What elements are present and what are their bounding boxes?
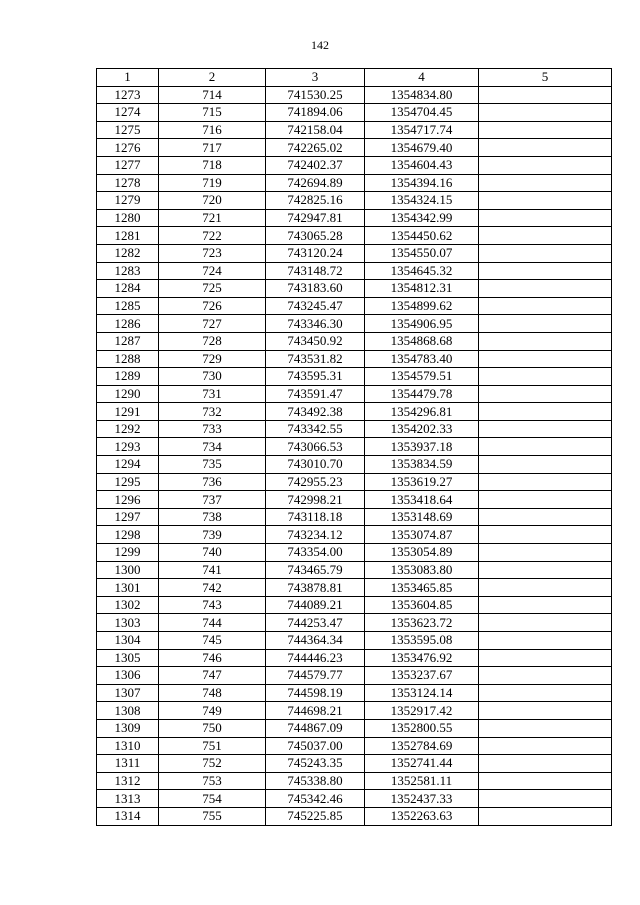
table-cell-col3: 742998.21: [266, 491, 365, 509]
column-header-4: 4: [365, 69, 479, 87]
table-cell-col1: 1285: [97, 297, 159, 315]
column-header-5: 5: [479, 69, 612, 87]
table-cell-col5: [479, 719, 612, 737]
table-cell-col2: 722: [159, 227, 266, 245]
table-cell-col3: 745243.35: [266, 755, 365, 773]
table-row: [97, 420, 612, 438]
table-cell-col4: 1352741.44: [365, 755, 479, 773]
table-cell-col4: 1353083.80: [365, 561, 479, 579]
table-cell-col5: [479, 280, 612, 298]
table-row: [97, 403, 612, 421]
table-cell-col4: 1353604.85: [365, 596, 479, 614]
table-cell-col3: 743183.60: [266, 280, 365, 298]
table-cell-col3: 742947.81: [266, 209, 365, 227]
table-row: [97, 174, 612, 192]
table-row: [97, 297, 612, 315]
table-cell-col5: [479, 737, 612, 755]
table-row: [97, 649, 612, 667]
table-cell-col4: 1354324.15: [365, 192, 479, 210]
table-row: [97, 508, 612, 526]
table-cell-col1: 1314: [97, 807, 159, 825]
table-row: [97, 632, 612, 650]
table-cell-col1: 1292: [97, 420, 159, 438]
table-cell-col5: [479, 350, 612, 368]
table-cell-col5: [479, 807, 612, 825]
table-cell-col1: 1286: [97, 315, 159, 333]
column-header-3: 3: [266, 69, 365, 87]
table-cell-col2: 728: [159, 332, 266, 350]
table-cell-col1: 1276: [97, 139, 159, 157]
table-cell-col4: 1353834.59: [365, 456, 479, 474]
table-cell-col3: 745037.00: [266, 737, 365, 755]
table-row: [97, 737, 612, 755]
table-cell-col3: 743354.00: [266, 544, 365, 562]
table-cell-col2: 718: [159, 156, 266, 174]
table-cell-col2: 749: [159, 702, 266, 720]
table-cell-col2: 743: [159, 596, 266, 614]
table-cell-col1: 1290: [97, 385, 159, 403]
coordinates-table: [96, 68, 612, 826]
table-cell-col5: [479, 332, 612, 350]
table-row: [97, 350, 612, 368]
table-cell-col2: 726: [159, 297, 266, 315]
table-cell-col5: [479, 227, 612, 245]
table-cell-col4: 1354579.51: [365, 368, 479, 386]
table-row: [97, 491, 612, 509]
table-cell-col3: 743595.31: [266, 368, 365, 386]
table-cell-col2: 734: [159, 438, 266, 456]
table-cell-col4: 1354679.40: [365, 139, 479, 157]
table-cell-col3: 744698.21: [266, 702, 365, 720]
table-row: [97, 262, 612, 280]
table-row: [97, 596, 612, 614]
table-cell-col5: [479, 702, 612, 720]
table-cell-col3: 743492.38: [266, 403, 365, 421]
table-cell-col3: 743066.53: [266, 438, 365, 456]
table-cell-col5: [479, 420, 612, 438]
table-cell-col3: 744579.77: [266, 667, 365, 685]
table-cell-col3: 741530.25: [266, 86, 365, 104]
table-row: [97, 315, 612, 333]
table-cell-col5: [479, 790, 612, 808]
table-cell-col3: 743010.70: [266, 456, 365, 474]
table-cell-col4: 1353619.27: [365, 473, 479, 491]
table-cell-col1: 1298: [97, 526, 159, 544]
table-cell-col3: 743245.47: [266, 297, 365, 315]
table-cell-col5: [479, 473, 612, 491]
table-cell-col5: [479, 385, 612, 403]
table-cell-col5: [479, 596, 612, 614]
table-cell-col4: 1353465.85: [365, 579, 479, 597]
table-cell-col2: 739: [159, 526, 266, 544]
table-cell-col4: 1353074.87: [365, 526, 479, 544]
table-cell-col5: [479, 244, 612, 262]
table-row: [97, 139, 612, 157]
table-cell-col2: 737: [159, 491, 266, 509]
table-cell-col5: [479, 297, 612, 315]
table-cell-col1: 1297: [97, 508, 159, 526]
table-cell-col3: 743342.55: [266, 420, 365, 438]
table-row: [97, 579, 612, 597]
table-cell-col2: 755: [159, 807, 266, 825]
table-cell-col1: 1308: [97, 702, 159, 720]
table-cell-col3: 744253.47: [266, 614, 365, 632]
table-cell-col2: 730: [159, 368, 266, 386]
table-row: [97, 473, 612, 491]
table-row: [97, 332, 612, 350]
table-cell-col4: 1353476.92: [365, 649, 479, 667]
table-cell-col1: 1287: [97, 332, 159, 350]
table-cell-col1: 1275: [97, 121, 159, 139]
table-cell-col3: 743531.82: [266, 350, 365, 368]
table-cell-col3: 744446.23: [266, 649, 365, 667]
table-cell-col1: 1293: [97, 438, 159, 456]
table-cell-col3: 744364.34: [266, 632, 365, 650]
table-cell-col1: 1302: [97, 596, 159, 614]
table-cell-col2: 731: [159, 385, 266, 403]
table-row: [97, 667, 612, 685]
table-cell-col4: 1354342.99: [365, 209, 479, 227]
table-cell-col2: 736: [159, 473, 266, 491]
table-cell-col4: 1354906.95: [365, 315, 479, 333]
table-cell-col3: 744867.09: [266, 719, 365, 737]
table-cell-col1: 1294: [97, 456, 159, 474]
table-cell-col1: 1281: [97, 227, 159, 245]
table-row: [97, 807, 612, 825]
table-cell-col1: 1278: [97, 174, 159, 192]
column-header-2: 2: [159, 69, 266, 87]
table-cell-col1: 1282: [97, 244, 159, 262]
table-cell-col5: [479, 772, 612, 790]
table-cell-col1: 1274: [97, 104, 159, 122]
table-cell-col5: [479, 209, 612, 227]
table-cell-col5: [479, 438, 612, 456]
table-row: [97, 790, 612, 808]
table-cell-col4: 1352800.55: [365, 719, 479, 737]
table-cell-col1: 1277: [97, 156, 159, 174]
table-cell-col4: 1354645.32: [365, 262, 479, 280]
table-cell-col1: 1280: [97, 209, 159, 227]
table-cell-col2: 748: [159, 684, 266, 702]
table-cell-col1: 1289: [97, 368, 159, 386]
table-row: [97, 244, 612, 262]
table-cell-col2: 751: [159, 737, 266, 755]
table-cell-col3: 743065.28: [266, 227, 365, 245]
table-cell-col3: 745342.46: [266, 790, 365, 808]
table-cell-col3: 743878.81: [266, 579, 365, 597]
table-cell-col2: 750: [159, 719, 266, 737]
table-cell-col5: [479, 561, 612, 579]
table-cell-col5: [479, 121, 612, 139]
table-cell-col4: 1353937.18: [365, 438, 479, 456]
table-cell-col5: [479, 649, 612, 667]
table-cell-col3: 743234.12: [266, 526, 365, 544]
table-cell-col3: 742158.04: [266, 121, 365, 139]
table-cell-col1: 1306: [97, 667, 159, 685]
table-cell-col3: 743450.92: [266, 332, 365, 350]
table-cell-col5: [479, 755, 612, 773]
table-cell-col2: 732: [159, 403, 266, 421]
table-cell-col2: 727: [159, 315, 266, 333]
table-cell-col4: 1354812.31: [365, 280, 479, 298]
table-row: [97, 772, 612, 790]
table-cell-col3: 745338.80: [266, 772, 365, 790]
table-cell-col2: 720: [159, 192, 266, 210]
table-cell-col5: [479, 491, 612, 509]
table-cell-col2: 721: [159, 209, 266, 227]
table-cell-col1: 1296: [97, 491, 159, 509]
table-cell-col4: 1354394.16: [365, 174, 479, 192]
table-cell-col3: 743346.30: [266, 315, 365, 333]
table-cell-col4: 1354550.07: [365, 244, 479, 262]
table-row: [97, 526, 612, 544]
table-row: [97, 702, 612, 720]
table-cell-col1: 1279: [97, 192, 159, 210]
table-cell-col1: 1303: [97, 614, 159, 632]
table-body: [97, 86, 612, 825]
table-cell-col4: 1353237.67: [365, 667, 479, 685]
table-cell-col4: 1352784.69: [365, 737, 479, 755]
table-cell-col5: [479, 579, 612, 597]
table-row: [97, 561, 612, 579]
table-header-row: [97, 69, 612, 87]
table-cell-col2: 717: [159, 139, 266, 157]
table-cell-col1: 1310: [97, 737, 159, 755]
table-cell-col3: 742265.02: [266, 139, 365, 157]
table-cell-col2: 738: [159, 508, 266, 526]
table-cell-col1: 1311: [97, 755, 159, 773]
table-row: [97, 121, 612, 139]
table-cell-col4: 1352917.42: [365, 702, 479, 720]
table-cell-col3: 744089.21: [266, 596, 365, 614]
table-cell-col4: 1354783.40: [365, 350, 479, 368]
table-cell-col2: 716: [159, 121, 266, 139]
table-cell-col2: 735: [159, 456, 266, 474]
table-cell-col4: 1353595.08: [365, 632, 479, 650]
table-cell-col3: 742955.23: [266, 473, 365, 491]
table-cell-col5: [479, 632, 612, 650]
table-cell-col2: 724: [159, 262, 266, 280]
table-cell-col3: 745225.85: [266, 807, 365, 825]
column-header-1: 1: [97, 69, 159, 87]
table-row: [97, 368, 612, 386]
table-cell-col1: 1301: [97, 579, 159, 597]
table-row: [97, 385, 612, 403]
table-cell-col3: 742825.16: [266, 192, 365, 210]
table-cell-col3: 743118.18: [266, 508, 365, 526]
table-cell-col4: 1353148.69: [365, 508, 479, 526]
table-row: [97, 438, 612, 456]
table-cell-col3: 743591.47: [266, 385, 365, 403]
table-row: [97, 209, 612, 227]
table-cell-col5: [479, 368, 612, 386]
table-row: [97, 755, 612, 773]
table-cell-col4: 1354202.33: [365, 420, 479, 438]
table-cell-col2: 723: [159, 244, 266, 262]
table-cell-col3: 743120.24: [266, 244, 365, 262]
table-cell-col4: 1352437.33: [365, 790, 479, 808]
table-cell-col5: [479, 544, 612, 562]
table-cell-col4: 1354704.45: [365, 104, 479, 122]
table-cell-col1: 1300: [97, 561, 159, 579]
table-cell-col1: 1273: [97, 86, 159, 104]
table-cell-col4: 1353418.64: [365, 491, 479, 509]
table-cell-col5: [479, 456, 612, 474]
table-row: [97, 456, 612, 474]
table-cell-col5: [479, 315, 612, 333]
table-cell-col3: 743465.79: [266, 561, 365, 579]
page-number: 142: [311, 38, 329, 52]
table-cell-col3: 744598.19: [266, 684, 365, 702]
table-cell-col2: 746: [159, 649, 266, 667]
table-cell-col5: [479, 667, 612, 685]
table-cell-col2: 747: [159, 667, 266, 685]
table-cell-col3: 742694.89: [266, 174, 365, 192]
table-cell-col3: 742402.37: [266, 156, 365, 174]
table-cell-col5: [479, 192, 612, 210]
table-cell-col4: 1354899.62: [365, 297, 479, 315]
table-cell-col4: 1353124.14: [365, 684, 479, 702]
table-cell-col2: 714: [159, 86, 266, 104]
table-cell-col2: 744: [159, 614, 266, 632]
table-cell-col4: 1354834.80: [365, 86, 479, 104]
table-cell-col5: [479, 174, 612, 192]
table-cell-col4: 1352263.63: [365, 807, 479, 825]
table-cell-col5: [479, 403, 612, 421]
table-row: [97, 614, 612, 632]
table-row: [97, 719, 612, 737]
table-cell-col4: 1354717.74: [365, 121, 479, 139]
table-row: [97, 104, 612, 122]
table-cell-col1: 1288: [97, 350, 159, 368]
table-cell-col2: 745: [159, 632, 266, 650]
table-cell-col5: [479, 156, 612, 174]
table-cell-col5: [479, 104, 612, 122]
table-cell-col4: 1354479.78: [365, 385, 479, 403]
table-cell-col1: 1309: [97, 719, 159, 737]
table-cell-col1: 1307: [97, 684, 159, 702]
table-cell-col4: 1352581.11: [365, 772, 479, 790]
table-cell-col1: 1291: [97, 403, 159, 421]
table-cell-col2: 754: [159, 790, 266, 808]
table-row: [97, 156, 612, 174]
table-cell-col1: 1299: [97, 544, 159, 562]
table-cell-col5: [479, 139, 612, 157]
table-cell-col5: [479, 614, 612, 632]
table-cell-col1: 1283: [97, 262, 159, 280]
table-row: [97, 86, 612, 104]
table-cell-col2: 742: [159, 579, 266, 597]
table-cell-col5: [479, 526, 612, 544]
table-cell-col4: 1353054.89: [365, 544, 479, 562]
table-cell-col1: 1312: [97, 772, 159, 790]
table-cell-col1: 1304: [97, 632, 159, 650]
table-cell-col2: 719: [159, 174, 266, 192]
table-cell-col5: [479, 262, 612, 280]
table-cell-col1: 1295: [97, 473, 159, 491]
table-cell-col4: 1354868.68: [365, 332, 479, 350]
table-cell-col2: 733: [159, 420, 266, 438]
table-cell-col4: 1354604.43: [365, 156, 479, 174]
table-cell-col3: 743148.72: [266, 262, 365, 280]
table-cell-col4: 1353623.72: [365, 614, 479, 632]
table-cell-col5: [479, 684, 612, 702]
table-cell-col4: 1354296.81: [365, 403, 479, 421]
table-cell-col5: [479, 508, 612, 526]
table-row: [97, 544, 612, 562]
table-cell-col2: 740: [159, 544, 266, 562]
table-cell-col2: 741: [159, 561, 266, 579]
table-cell-col3: 741894.06: [266, 104, 365, 122]
table-cell-col2: 753: [159, 772, 266, 790]
table-cell-col1: 1284: [97, 280, 159, 298]
table-cell-col1: 1305: [97, 649, 159, 667]
table-row: [97, 227, 612, 245]
table-cell-col4: 1354450.62: [365, 227, 479, 245]
table-cell-col2: 715: [159, 104, 266, 122]
table-cell-col2: 752: [159, 755, 266, 773]
table-row: [97, 192, 612, 210]
table-cell-col1: 1313: [97, 790, 159, 808]
table-cell-col2: 729: [159, 350, 266, 368]
table-row: [97, 684, 612, 702]
table-cell-col5: [479, 86, 612, 104]
table-cell-col2: 725: [159, 280, 266, 298]
table-row: [97, 280, 612, 298]
